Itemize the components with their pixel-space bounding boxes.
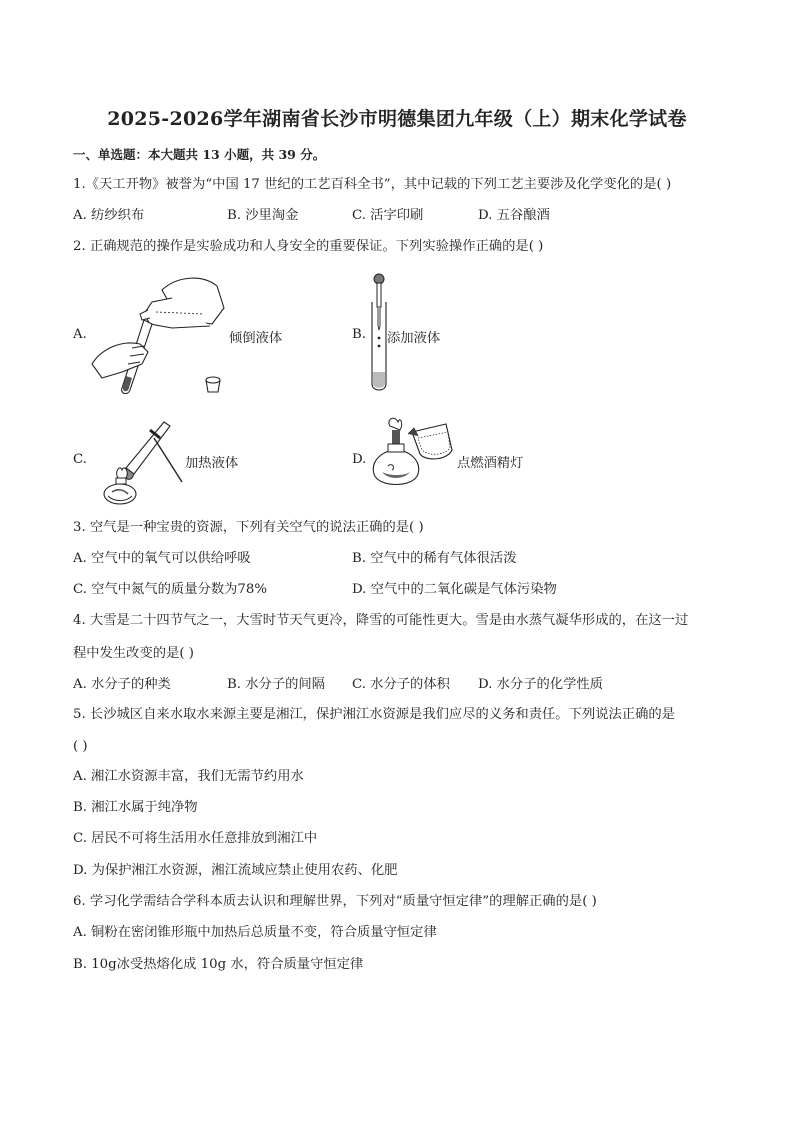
q1-option-d: D. 五谷酿酒	[478, 208, 550, 223]
heating-liquid-figure	[90, 416, 186, 506]
lighting-lamp-figure	[368, 414, 458, 504]
q2-option-a-letter: A.	[73, 327, 87, 342]
q2-option-d-caption: 点燃酒精灯	[457, 456, 524, 471]
q3-option-c: C. 空气中氮气的质量分数为78%	[73, 582, 267, 597]
section-heading: 一、单选题：本大题共 13 小题，共 39 分。	[73, 147, 326, 162]
q2-option-a-caption: 倾倒液体	[229, 331, 283, 346]
question-5-stem-line1: 5. 长沙城区自来水取水来源主要是湘江，保护湘江水资源是我们应尽的义务和责任。下列说法正确的是	[73, 707, 675, 722]
question-5-stem-line2: ( )	[73, 739, 88, 754]
q1-option-b: B. 沙里淘金	[227, 208, 299, 223]
q5-option-d: D. 为保护湘江水资源，湘江流域应禁止使用农药、化肥	[73, 863, 398, 878]
pouring-liquid-figure	[92, 268, 228, 398]
q6-option-b: B. 10g冰受热熔化成 10g 水，符合质量守恒定律	[73, 957, 364, 972]
question-2-stem: 2. 正确规范的操作是实验成功和人身安全的重要保证。下列实验操作正确的是( )	[73, 239, 544, 254]
q2-option-c-letter: C.	[73, 452, 87, 467]
question-6-stem: 6. 学习化学需结合学科本质去认识和理解世界，下列对“质量守恒定律”的理解正确的是( )	[73, 894, 597, 909]
q4-option-d: D. 水分子的化学性质	[478, 677, 604, 692]
q3-option-d: D. 空气中的二氧化碳是气体污染物	[352, 582, 557, 597]
exam-title: 2025-2026学年湖南省长沙市明德集团九年级（上）期末化学试卷	[107, 108, 687, 130]
question-4-stem-line2: 程中发生改变的是( )	[73, 646, 194, 661]
q4-option-a: A. 水分子的种类	[73, 677, 171, 692]
q2-option-b-caption: 添加液体	[387, 331, 441, 346]
q5-option-a: A. 湘江水资源丰富，我们无需节约用水	[73, 769, 304, 784]
q6-option-a: A. 铜粉在密闭锥形瓶中加热后总质量不变，符合质量守恒定律	[73, 925, 437, 940]
question-1-stem: 1.《天工开物》被誉为“中国 17 世纪的工艺百科全书”，其中记载的下列工艺主要涉及化学变化的是( )	[73, 177, 672, 192]
q5-option-b: B. 湘江水属于纯净物	[73, 800, 198, 815]
q4-option-b: B. 水分子的间隔	[227, 677, 326, 692]
q2-option-c-caption: 加热液体	[185, 456, 239, 471]
q1-option-a: A. 纺纱织布	[73, 208, 145, 223]
q2-option-b-letter: B.	[352, 327, 366, 342]
q4-option-c: C. 水分子的体积	[352, 677, 450, 692]
q5-option-c: C. 居民不可将生活用水任意排放到湘江中	[73, 831, 318, 846]
q3-option-b: B. 空气中的稀有气体很活泼	[352, 551, 517, 566]
q2-option-d-letter: D.	[352, 452, 367, 467]
question-4-stem-line1: 4. 大雪是二十四节气之一，大雪时节天气更冷，降雪的可能性更大。雪是由水蒸气凝华形成的，在这一过	[73, 613, 689, 628]
q3-option-a: A. 空气中的氧气可以供给呼吸	[73, 551, 251, 566]
q1-option-c: C. 活字印刷	[352, 208, 424, 223]
question-3-stem: 3. 空气是一种宝贵的资源，下列有关空气的说法正确的是( )	[73, 520, 424, 535]
